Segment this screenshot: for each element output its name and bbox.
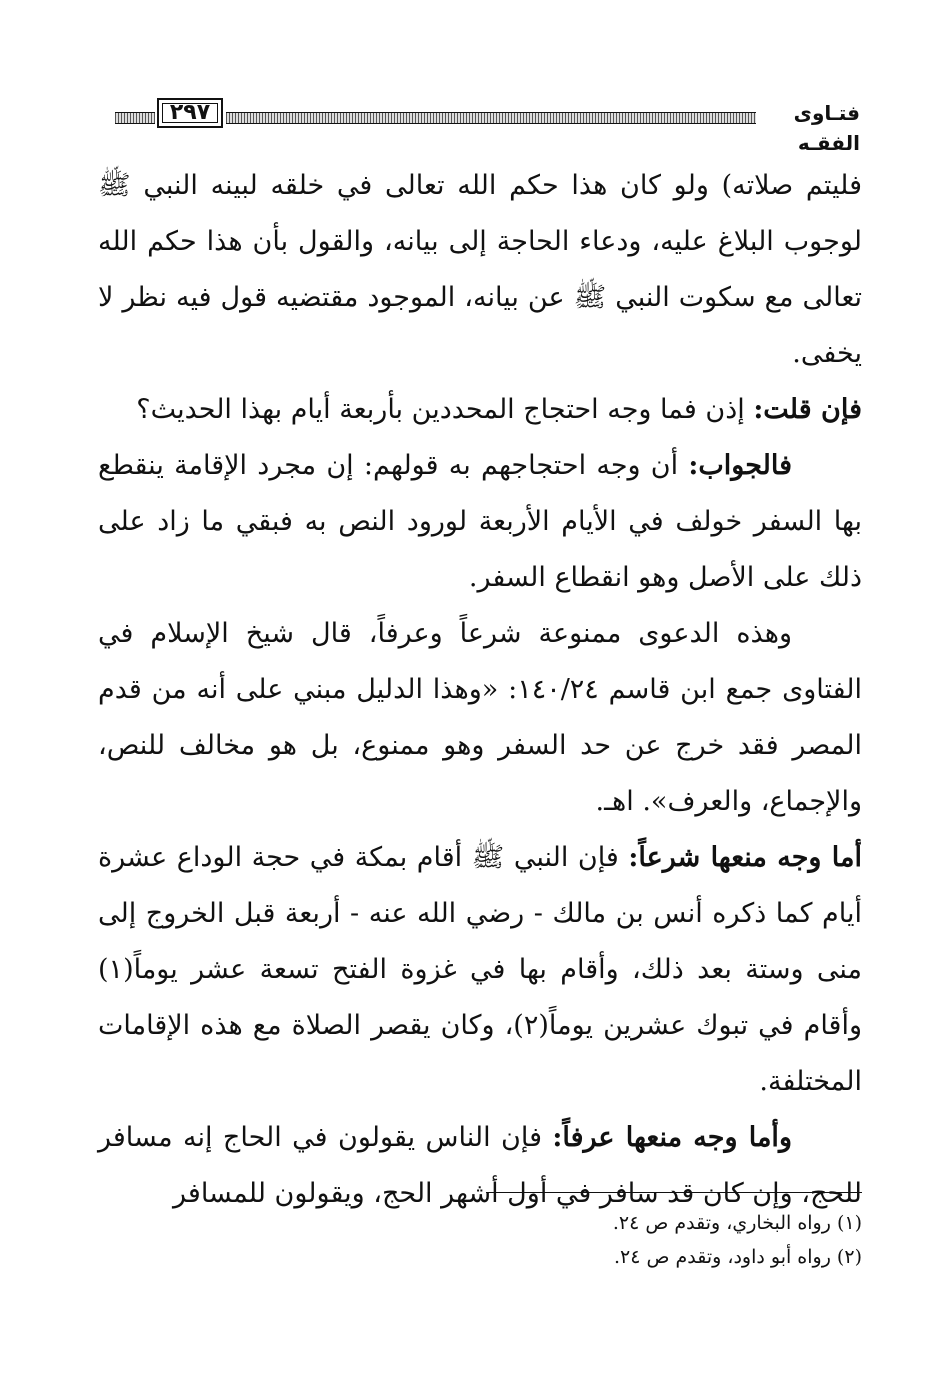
header-rule-left: [115, 112, 155, 124]
paragraph-lead: فالجواب:: [688, 450, 792, 481]
paragraph-text: أن وجه احتجاجهم به قولهم: إن مجرد الإقامة ينقطع بها السفر خولف في الأيام الأربعة لورود النص به فبقي ما زاد على ذلك على الأصل وهو انقطاع السفر.: [98, 450, 862, 593]
paragraph-text: فليتم صلاته) ولو كان هذا حكم الله تعالى في خلقه لبينه النبي ﷺ لوجوب البلاغ عليه، ودعاء الحاجة إلى بيانه، والقول بأن هذا حكم الله تعالى مع سكوت النبي ﷺ عن بيانه، الموجود مقتضيه قول فيه نظر لا يخفى.: [98, 170, 862, 369]
paragraph-lead: أما وجه منعها شرعاً:: [628, 842, 862, 873]
paragraph-text: إذن فما وجه احتجاج المحددين بأربعة أيام بهذا الحديث؟: [136, 394, 754, 425]
paragraph-1: [98, 158, 862, 382]
paragraph-2: [98, 382, 862, 438]
page-number: ٢٩٧: [157, 98, 223, 128]
footnote-2: (٢) رواه أبو داود، وتقدم ص ٢٤.: [613, 1246, 862, 1268]
footnote-1: (١) رواه البخاري، وتقدم ص ٢٤.: [612, 1212, 862, 1234]
header-rule-right: [226, 112, 756, 124]
paragraph-lead: فإن قلت:: [753, 394, 862, 425]
footnotes: [420, 1206, 862, 1274]
paragraph-text: فإن الناس يقولون في الحاج إنه مسافر للحج، وإن كان قد سافر في أول أشهر الحج، ويقولون للمسافر: [98, 1122, 862, 1209]
paragraph-4: [98, 606, 862, 830]
page-header: [115, 98, 860, 155]
paragraph-lead: وأما وجه منعها عرفاً:: [552, 1122, 792, 1153]
running-title: فتـاوى الفقـه: [793, 101, 860, 155]
main-text: [98, 158, 862, 1222]
paragraph-text: فإن النبي ﷺ أقام بمكة في حجة الوداع عشرة أيام كما ذكره أنس بن مالك - رضي الله عنه - أربعة قبل الخروج إلى منى وستة بعد ذلك، وأقام بها في غزوة الفتح تسعة عشر يوماً(١) وأقام في تبوك عشرين يوماً(٢)، وكان يقصر الصلاة مع هذه الإقامات المختلفة.: [98, 842, 862, 1097]
footnote-divider: [486, 1192, 862, 1193]
paragraph-text: وهذه الدعوى ممنوعة شرعاً وعرفاً، قال شيخ الإسلام في الفتاوى جمع ابن قاسم ١٤٠/٢٤: «وهذا الدليل مبني على أنه من قدم المصر فقد خرج عن حد السفر وهو ممنوع، بل هو مخالف للنص، والإجماع، والعرف». اهـ.: [98, 618, 862, 817]
paragraph-3: [98, 438, 862, 606]
paragraph-5: [98, 830, 862, 1110]
